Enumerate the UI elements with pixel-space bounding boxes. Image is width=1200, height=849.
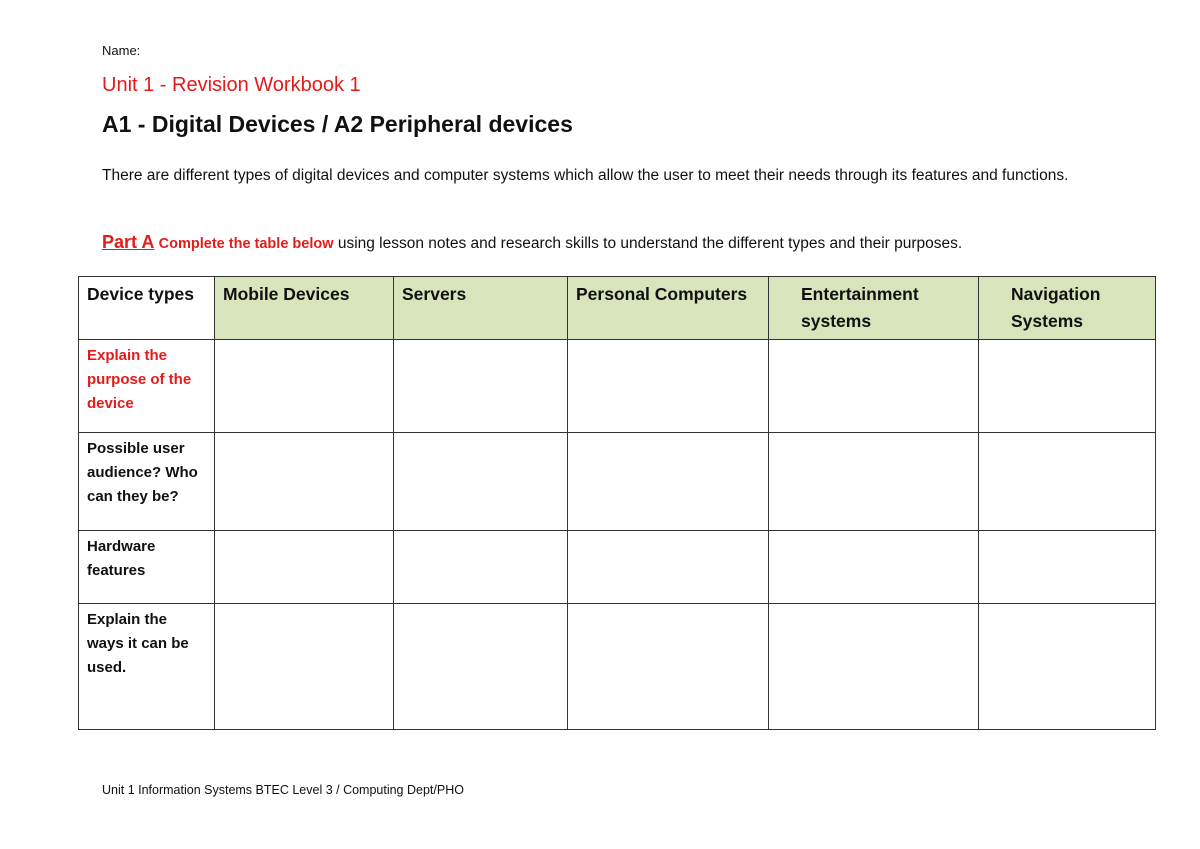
- answer-cell[interactable]: [979, 604, 1156, 730]
- part-a-label: Part A: [102, 232, 155, 252]
- answer-cell[interactable]: [769, 531, 979, 604]
- row-label-hardware: Hardware features: [79, 531, 215, 604]
- answer-cell[interactable]: [215, 433, 394, 531]
- row-label-usage: Explain the ways it can be used.: [79, 604, 215, 730]
- header-navigation-systems: Navigation Systems: [979, 277, 1156, 340]
- answer-cell[interactable]: [568, 531, 769, 604]
- answer-cell[interactable]: [215, 340, 394, 433]
- page-footer: Unit 1 Information Systems BTEC Level 3 / Computing Dept/PHO: [102, 783, 464, 797]
- answer-cell[interactable]: [215, 604, 394, 730]
- header-mobile-devices: Mobile Devices: [215, 277, 394, 340]
- table-row: [79, 531, 1156, 604]
- row-label-purpose: Explain the purpose of the device: [79, 340, 215, 433]
- name-label: Name:: [102, 43, 141, 58]
- answer-cell[interactable]: [394, 604, 568, 730]
- main-title: A1 - Digital Devices / A2 Peripheral devices: [102, 111, 573, 137]
- answer-cell[interactable]: [568, 604, 769, 730]
- unit-title: Unit 1 - Revision Workbook 1: [102, 74, 361, 96]
- answer-cell[interactable]: [568, 433, 769, 531]
- answer-cell[interactable]: [394, 340, 568, 433]
- header-personal-computers: Personal Computers: [568, 277, 769, 340]
- header-servers: Servers: [394, 277, 568, 340]
- answer-cell[interactable]: [979, 433, 1156, 531]
- answer-cell[interactable]: [769, 340, 979, 433]
- answer-cell[interactable]: [568, 340, 769, 433]
- table-row: [79, 604, 1156, 730]
- header-entertainment-systems: Entertainment systems: [769, 277, 979, 340]
- answer-cell[interactable]: [769, 433, 979, 531]
- part-a-instruction-rest: using lesson notes and research skills to understand the different types and their purposes.: [333, 235, 963, 252]
- header-device-types: Device types: [79, 277, 215, 340]
- answer-cell[interactable]: [979, 340, 1156, 433]
- answer-cell[interactable]: [979, 531, 1156, 604]
- answer-cell[interactable]: [769, 604, 979, 730]
- answer-cell[interactable]: [215, 531, 394, 604]
- device-types-table: [78, 276, 1156, 730]
- intro-paragraph: There are different types of digital devices and computer systems which allow the user to meet their needs through its features and functions.: [102, 167, 1069, 184]
- row-label-audience: Possible user audience? Who can they be?: [79, 433, 215, 531]
- answer-cell[interactable]: [394, 433, 568, 531]
- table-row: [79, 340, 1156, 433]
- part-a-instruction: [102, 232, 962, 253]
- answer-cell[interactable]: [394, 531, 568, 604]
- table-row: [79, 433, 1156, 531]
- part-a-instruction-bold: Complete the table below: [158, 236, 334, 252]
